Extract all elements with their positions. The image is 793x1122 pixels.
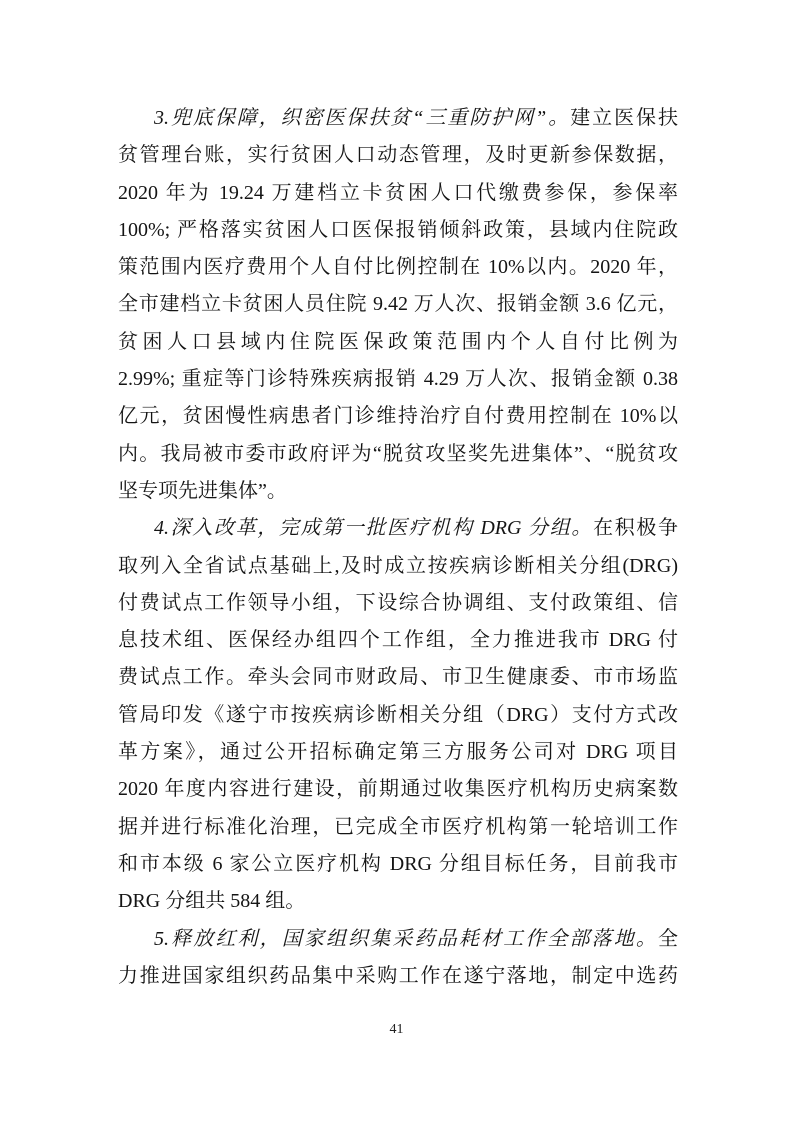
text-line [118,361,678,398]
text-line [118,697,678,734]
paragraph-body-text: 力推进国家组织药品集中采购工作在遂宁落地，制定中选药 [118,964,678,987]
text-line [118,473,678,510]
paragraph-body-text: 在积极争 [593,517,678,540]
text-line [118,436,678,473]
text-line [118,324,678,361]
text-line [118,510,678,547]
paragraph-body-text: 贫管理台账，实行贫困人口动态管理，及时更新参保数据， [118,144,678,167]
paragraph-lead-text: 3.兜底保障，织密医保扶贫“三重防护网”。 [154,107,571,129]
paragraph-body-text: 贫困人口县域内住院医保政策范围内个人自付比例为 [118,330,678,353]
paragraph-lead-text: 4.深入改革，完成第一批医疗机构 DRG 分组。 [154,517,594,540]
text-line [118,585,678,622]
text-line [118,622,678,659]
paragraph-body-text: 付费试点工作领导小组，下设综合协调组、支付政策组、信 [118,591,678,614]
paragraph-body-text: 策范围内医疗费用个人自付比例控制在 10%以内。2020 年， [118,256,678,279]
paragraph-body-text: 息技术组、医保经办组四个工作组，全力推进我市 DRG 付 [118,629,678,652]
text-line [118,659,678,696]
page-number: 41 [389,1022,404,1037]
text-line [118,846,678,883]
text-line [118,809,678,846]
paragraph-body-text: 革方案》，通过公开招标确定第三方服务公司对 DRG 项目 [118,741,678,764]
text-line [118,286,678,323]
paragraph-body-text: 据并进行标准化治理，已完成全市医疗机构第一轮培训工作 [118,815,678,838]
text-block [118,100,678,995]
paragraph-body-text: 2020 年度内容进行建设，前期通过收集医疗机构历史病案数 [118,778,678,801]
text-line [118,771,678,808]
paragraph-body-text: 亿元，贫困慢性病患者门诊维持治疗自付费用控制在 10%以 [118,405,678,428]
text-line [118,883,678,920]
paragraph-body-text: 费试点工作。牵头会同市财政局、市卫生健康委、市市场监 [118,666,678,689]
paragraph-body-text: 2020 年为 19.24 万建档立卡贫困人口代缴费参保，参保率 [118,181,678,204]
paragraph-body-text: 全市建档立卡贫困人员住院 9.42 万人次、报销金额 3.6 亿元， [118,293,678,316]
text-line [118,548,678,585]
paragraph-body-text: 取列入全省试点基础上,及时成立按疾病诊断相关分组(DRG) [118,554,678,577]
text-line [118,398,678,435]
paragraph-body-text: 管局印发《遂宁市按疾病诊断相关分组（DRG）支付方式改 [118,703,678,726]
text-line [118,734,678,771]
text-line [118,137,678,174]
paragraph-body-text: 和市本级 6 家公立医疗机构 DRG 分组目标任务，目前我市 [118,852,678,875]
text-line [118,921,678,958]
text-line [118,212,678,249]
paragraph-body-text: 全 [658,927,678,950]
paragraph-body-text: 建立医保扶 [570,107,678,129]
text-line [118,100,678,137]
paragraph-body-text: 2.99%; 重症等门诊特殊疾病报销 4.29 万人次、报销金额 0.38 [118,368,678,391]
paragraph-lead-text: 5.释放红利，国家组织集采药品耗材工作全部落地。 [154,927,658,950]
paragraph-body-text: 内。我局被市委市政府评为“脱贫攻坚奖先进集体”、“脱贫攻 [118,442,678,465]
paragraph-body-text: 坚专项先进集体”。 [118,479,287,502]
text-line [118,175,678,212]
text-line [118,958,678,995]
text-line [118,249,678,286]
paragraph-body-text: 100%; 严格落实贫困人口医保报销倾斜政策，县域内住院政 [118,218,678,241]
paragraph-body-text: DRG 分组共 584 组。 [118,890,306,913]
